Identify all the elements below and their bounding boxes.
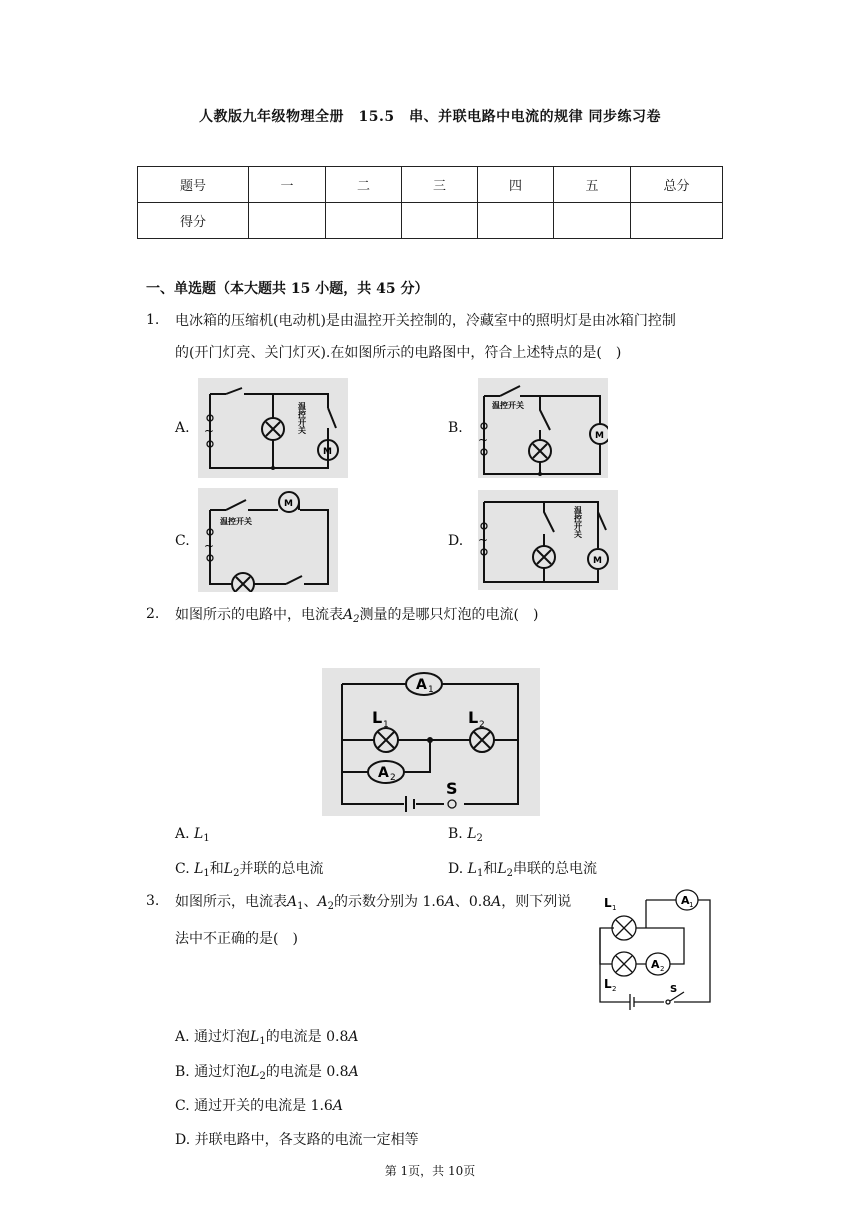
score-cell: 一	[249, 167, 326, 203]
question-text	[175, 305, 735, 369]
ac-source-icon: ~	[204, 424, 215, 438]
score-input-cell[interactable]	[249, 203, 326, 239]
option-c[interactable]	[175, 1095, 343, 1115]
text-part: C. 通过开关的电流是 1.6	[175, 1098, 333, 1114]
lamp-symbol: L	[467, 826, 477, 842]
unit-symbol: A	[348, 1029, 359, 1045]
subscript: 2	[660, 965, 665, 973]
subscript: 1	[476, 868, 484, 879]
score-cell: 五	[554, 167, 631, 203]
text-part: 、0.8	[454, 894, 492, 910]
subscript: 2	[612, 985, 617, 993]
option-letter: D.	[448, 861, 464, 877]
page-footer: 第 1页，共 10页	[384, 1164, 476, 1178]
question-line: 的(开门灯亮、关门灯灭).在如图所示的电路图中，符合上述特点的是( )	[175, 345, 622, 361]
text-part: ，则下列说	[501, 894, 572, 910]
score-cell: 四	[478, 167, 554, 203]
score-input-cell[interactable]	[554, 203, 631, 239]
ammeter-a2-label: A	[378, 765, 389, 781]
option-a[interactable]	[175, 1026, 359, 1047]
subscript: 2	[259, 1071, 266, 1082]
text-part: 如图所示，电流表	[175, 894, 287, 910]
option-d[interactable]	[175, 1129, 419, 1149]
option-label[interactable]: C.	[175, 533, 190, 549]
option-d[interactable]	[448, 858, 597, 879]
text-part: 、	[303, 894, 318, 910]
lamp-symbol: L	[250, 1029, 260, 1045]
switch-label: S	[446, 779, 458, 798]
lamp-symbol: L	[223, 861, 234, 877]
lamp-symbol: L	[250, 1064, 260, 1080]
score-table	[137, 166, 723, 239]
lamp-l2-label: L	[604, 977, 612, 991]
switch-label: S	[670, 984, 678, 995]
text-part: 和	[483, 861, 498, 877]
score-label: 得分	[138, 203, 249, 239]
lamp-symbol: L	[194, 826, 204, 842]
unit-symbol: A	[491, 894, 502, 910]
option-a[interactable]	[175, 826, 210, 844]
subscript: 1	[297, 901, 304, 912]
subscript: 1	[203, 833, 210, 844]
circuit-diagram-d	[478, 490, 618, 590]
switch-label: 温控开关	[573, 506, 583, 538]
ac-source-icon: ~	[478, 433, 489, 447]
option-letter: A.	[175, 826, 190, 842]
subscript: 2	[479, 720, 485, 730]
motor-label: M	[284, 499, 293, 509]
unit-symbol: A	[444, 894, 455, 910]
ammeter-a2-label: A	[651, 958, 660, 971]
lamp-l2-label: L	[468, 708, 479, 727]
subscript: 1	[383, 720, 389, 730]
motor-label: M	[595, 431, 604, 441]
switch-label: 温控开关	[220, 517, 252, 526]
circuit-diagram-b	[478, 378, 608, 478]
score-cell: 题号	[138, 167, 249, 203]
score-table-row	[138, 203, 723, 239]
motor-label: M	[593, 556, 602, 566]
question-number: 2.	[146, 606, 160, 622]
circuit-figure-q3	[598, 884, 722, 1010]
score-input-cell[interactable]	[631, 203, 723, 239]
subscript: 2	[390, 773, 396, 783]
option-label[interactable]: A.	[175, 420, 190, 436]
subscript: 2	[233, 868, 240, 879]
text-part: 测量的是哪只灯泡的电流( )	[359, 607, 539, 623]
option-b[interactable]	[448, 826, 483, 844]
section-heading: 一、单选题（本大题共 15 小题，共 45 分）	[146, 281, 429, 297]
subscript: 1	[689, 901, 694, 909]
subscript: 1	[259, 1036, 266, 1047]
question-line	[175, 886, 595, 923]
text-part: 如图所示的电路中，电流表	[175, 607, 343, 623]
circuit-diagram-c	[198, 488, 338, 592]
lamp-symbol: L	[467, 861, 477, 877]
option-label[interactable]: D.	[448, 533, 464, 549]
unit-symbol: A	[332, 1098, 343, 1114]
lamp-symbol: L	[497, 861, 507, 877]
circuit-figure-q2	[322, 668, 540, 816]
subscript: 1	[203, 868, 210, 879]
question-number: 3.	[146, 893, 160, 909]
text-part: D. 并联电路中，各支路的电流一定相等	[175, 1132, 419, 1148]
option-c[interactable]	[175, 858, 323, 879]
meter-symbol: A	[317, 894, 328, 910]
text-part: 的电流是 0.8	[265, 1064, 349, 1080]
lamp-l1-label: L	[372, 708, 383, 727]
lamp-symbol: L	[194, 861, 204, 877]
text-part: B. 通过灯泡	[175, 1064, 251, 1080]
question-line: 电冰箱的压缩机(电动机)是由温控开关控制的，冷藏室中的照明灯是由冰箱门控制	[175, 313, 676, 329]
score-input-cell[interactable]	[326, 203, 402, 239]
text-part: 和	[209, 861, 224, 877]
text-part: 串联的总电流	[512, 861, 597, 877]
text-part: 并联的总电流	[239, 861, 324, 877]
ac-source-icon: ~	[478, 533, 489, 547]
ac-source-icon: ~	[204, 539, 215, 553]
motor-label: M	[323, 447, 332, 457]
option-letter: C.	[175, 861, 190, 877]
switch-label: 温控开关	[297, 402, 307, 434]
score-cell: 二	[326, 167, 402, 203]
option-letter: B.	[448, 826, 463, 842]
ammeter-a1-label: A	[681, 894, 690, 907]
subscript: 2	[476, 833, 483, 844]
score-cell: 总分	[631, 167, 723, 203]
score-table-header-row	[138, 167, 723, 203]
meter-symbol: A	[287, 894, 298, 910]
option-label[interactable]: B.	[448, 420, 463, 436]
text-part: 的电流是 0.8	[265, 1029, 349, 1045]
lamp-l1-label: L	[604, 896, 612, 910]
meter-symbol: A	[343, 607, 354, 623]
subscript: 2	[327, 901, 334, 912]
option-b[interactable]	[175, 1061, 359, 1082]
question-number: 1.	[146, 312, 160, 328]
score-cell: 三	[402, 167, 478, 203]
ammeter-a1-label: A	[416, 677, 427, 693]
question-text	[175, 599, 538, 636]
text-part: A. 通过灯泡	[175, 1029, 251, 1045]
subscript: 2	[506, 868, 513, 879]
switch-label: 温控开关	[492, 401, 524, 410]
score-input-cell[interactable]	[478, 203, 554, 239]
circuit-diagram-a	[198, 378, 348, 478]
unit-symbol: A	[348, 1064, 359, 1080]
question-text	[175, 886, 595, 955]
subscript: 2	[353, 614, 360, 625]
page-title: 人教版九年级物理全册 15.5 串、并联电路中电流的规律 同步练习卷	[199, 109, 661, 125]
subscript: 1	[612, 904, 617, 912]
text-part: 的示数分别为 1.6	[334, 894, 445, 910]
subscript: 1	[428, 685, 434, 695]
score-input-cell[interactable]	[402, 203, 478, 239]
question-line: 法中不正确的是( )	[175, 931, 298, 947]
